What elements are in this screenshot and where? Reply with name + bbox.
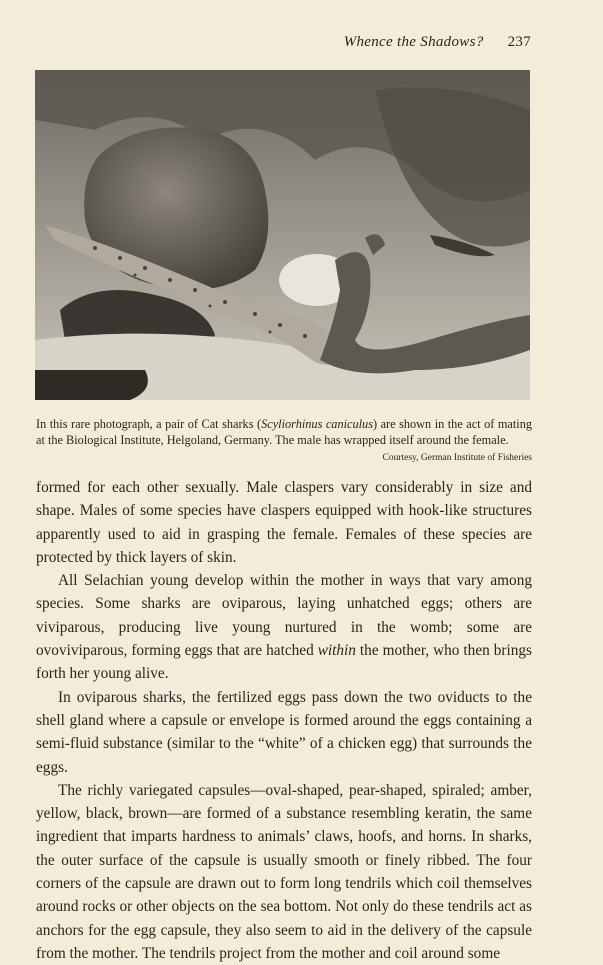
caption-text-start: In this rare photograph, a pair of Cat sharks ( <box>36 417 262 431</box>
running-head <box>344 34 531 51</box>
paragraph-4: The richly variegated capsules—oval-shaped, pear-shaped, spiraled; amber, yellow, black, brown—are formed of a substance resembling keratin, the same ingredient that imparts hardness to animals’ claws, hoofs, and horns. In sharks, the outer surface of the capsule is usually smooth or finely ribbed. The four corners of the capsule are drawn out to form long tendrils which coil themselves around rocks or other objects on the sea bottom. Not only do these tendrils act as anchors for the egg capsule, they also seem to aid in the delivery of the capsule from the mother. The tendrils project from the mother and coil around some <box>36 781 532 962</box>
photo-cat-sharks-icon <box>35 70 530 400</box>
paragraph-2-end: the mother, who then brings forth her young alive. <box>36 642 532 683</box>
chapter-title: Whence the Shadows? <box>343 34 484 50</box>
shark-photograph <box>35 70 530 400</box>
paragraph-2-emphasis: within <box>317 642 356 660</box>
photo-credit: Courtesy, German Institute of Fisheries <box>382 453 532 463</box>
paragraph-2 <box>36 569 532 685</box>
paragraph-3: In oviparous sharks, the fertilized eggs pass down the two oviducts to the shell gland where a capsule or envelope is formed around the eggs containing a semi-fluid substance (similar to the “white” of a chicken egg) that surrounds the eggs. <box>36 688 532 776</box>
photo-caption <box>36 416 532 466</box>
body-text <box>36 476 532 965</box>
caption-text-end: ) are shown in the act of mating at the Biological Institute, Helgoland, Germany. The male has wrapped itself around the female. <box>36 417 532 447</box>
paragraph-2-start: All Selachian young develop within the mother in ways that vary among species. Some sharks are oviparous, laying unhatched eggs; others are viviparous, producing live young nurtured in the womb; some are ovoviviparous, forming eggs that are hatched <box>36 572 532 660</box>
paragraph-1: formed for each other sexually. Male claspers vary considerably in size and shape. Males of some species have claspers equipped with hook-like structures apparently used to aid in grasping the female. Females of these species are protected by thick layers of skin. <box>36 479 532 566</box>
page-number: 237 <box>507 34 531 50</box>
caption-scientific-name: Scyliorhinus caniculus <box>261 417 373 431</box>
